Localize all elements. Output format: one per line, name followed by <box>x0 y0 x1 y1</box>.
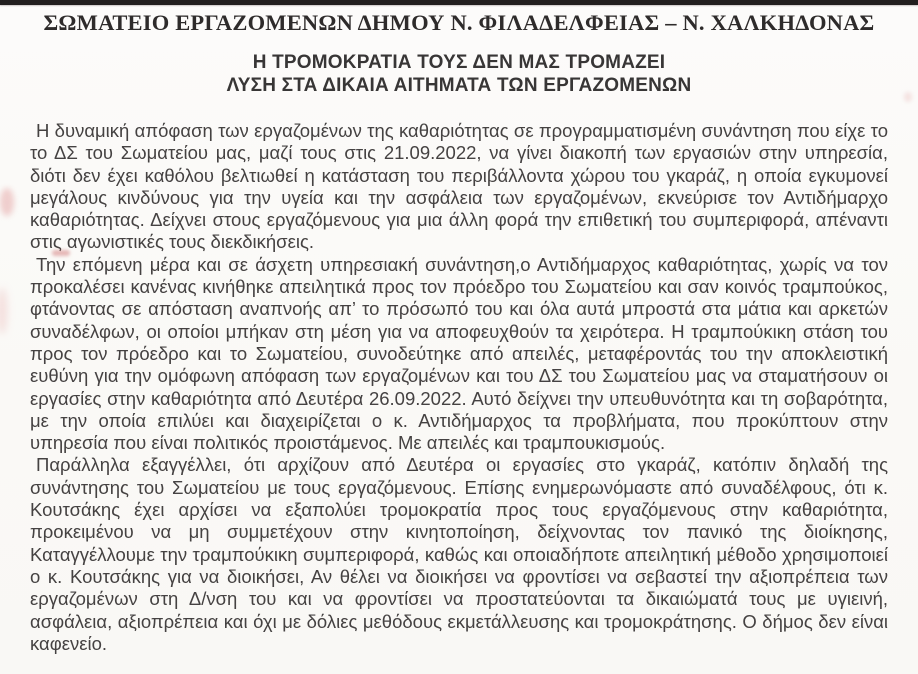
doc-subtitle-line-2: ΛΥΣΗ ΣΤΑ ΔΙΚΑΙΑ ΑΙΤΗΜΑΤΑ ΤΩΝ ΕΡΓΑΖΟΜΕΝΩΝ <box>226 75 692 96</box>
doc-subtitle <box>0 51 918 97</box>
body-paragraph-3: Παράλληλα εξαγγέλλει, ότι αρχίζουν από Δευτέρα οι εργασίες στο γκαράζ, κατόπιν δηλαδή της συνάντησης του Σωματείου με τους εργαζόμενους. Επίσης ενημερωνόμαστε από συναδέλφους, ότι κ. Κουτσάκης έχει αρχίσει να εξαπολύει τρομοκρατία προς τους εργαζόμενους στην καθαριότητα, προκειμένου να μη συμμετέχουν στην κινητοποίηση, δείχνοντας τον πανικό της διοίκησης, Καταγγέλλουμε την τραμπούκικη συμπεριφορά, καθώς και οποιαδήποτε απειλητική μέθοδο χρησιμοποιεί ο κ. Κουτσάκης για να διοικήσει, Αν θέλει να διοικήσει να φροντίσει να σεβαστεί την αξιοπρέπεια των εργαζομένων στη Δ/νση του και να φροντίσει να προστατεύονται τα δικαιώματά τους με υγιεινή, ασφάλεια, αξιοπρέπεια και όχι με δόλιες μεθόδους εκμετάλλευσης και τρομοκράτησης. Ο δήμος δεν είναι καφενείο. <box>30 454 888 654</box>
body-paragraph-2: Την επόμενη μέρα και σε άσχετη υπηρεσιακή συνάντηση,ο Αντιδήμαρχος καθαριότητας, χωρίς να τον προκαλέσει κανένας κινήθηκε απειλητικά προς τον πρόεδρο του Σωματείου και σαν κοινός τραμπούκος, φτάνοντας σε απόσταση αναπνοής απ’ το πρόσωπό του και όλα αυτά μπροστά στα μάτια και αρκετών συναδέλφων, οι οποίοι μπήκαν στη μέση για να αποφευχθούν τα χειρότερα. Η τραμπούκικη στάση του προς τον πρόεδρο και το Σωματείου, συνοδεύτηκε από απειλές, μεταφέροντάς του την αποκλειστική ευθύνη για την ομόφωνη απόφαση των εργαζομένων και του ΔΣ του Σωματείου μας να σταματήσουν οι εργασίες στην καθαριότητα από Δευτέρα 26.09.2022. Αυτό δείχνει την υπευθυνότητα και τη σοβαρότητα, με την οποία επιλύει και διαχειρίζεται ο κ. Αντιδήμαρχος τα προβλήματα, που προκύπτουν στην υπηρεσία που είναι πολιτικός προιστάμενος. Με απειλές και τραμπουκισμούς. <box>30 253 888 454</box>
doc-body <box>0 120 918 655</box>
doc-subtitle-line-1: Η ΤΡΟΜΟΚΡΑΤΙΑ ΤΟΥΣ ΔΕΝ ΜΑΣ ΤΡΟΜΑΖΕΙ <box>252 52 666 73</box>
doc-title: ΣΩΜΑΤΕΙΟ ΕΡΓΑΖΟΜΕΝΩΝ ΔΗΜΟΥ Ν. ΦΙΛΑΔΕΛΦΕΙΑΣ – Ν. ΧΑΛΚΗΔΟΝΑΣ <box>43 10 875 35</box>
body-paragraph-1: Η δυναμική απόφαση των εργαζομένων της καθαριότητας σε προγραμματισμένη συνάντηση που είχε το το ΔΣ του Σωματείου μας, μαζί τους στις 21.09.2022, να γίνει διακοπή των εργασιών στην υπηρεσία, διότι δεν έχει καθόλου βελτιωθεί η κατάσταση του περιβάλλοντα χώρου του γκαράζ, η οποία εγκυμονεί μεγάλους κινδύνους για την υγεία και την ασφάλεια των εργαζομένων, εκνεύρισε τον Αντιδήμαρχο καθαριότητας. Δείχνει στους εργαζόμενους για μια άλλη φορά την επιθετική του συμπεριφορά, απέναντι στις αγωνιστικές τους διεκδικήσεις. <box>30 120 888 253</box>
scan-edge-bar <box>0 0 918 5</box>
